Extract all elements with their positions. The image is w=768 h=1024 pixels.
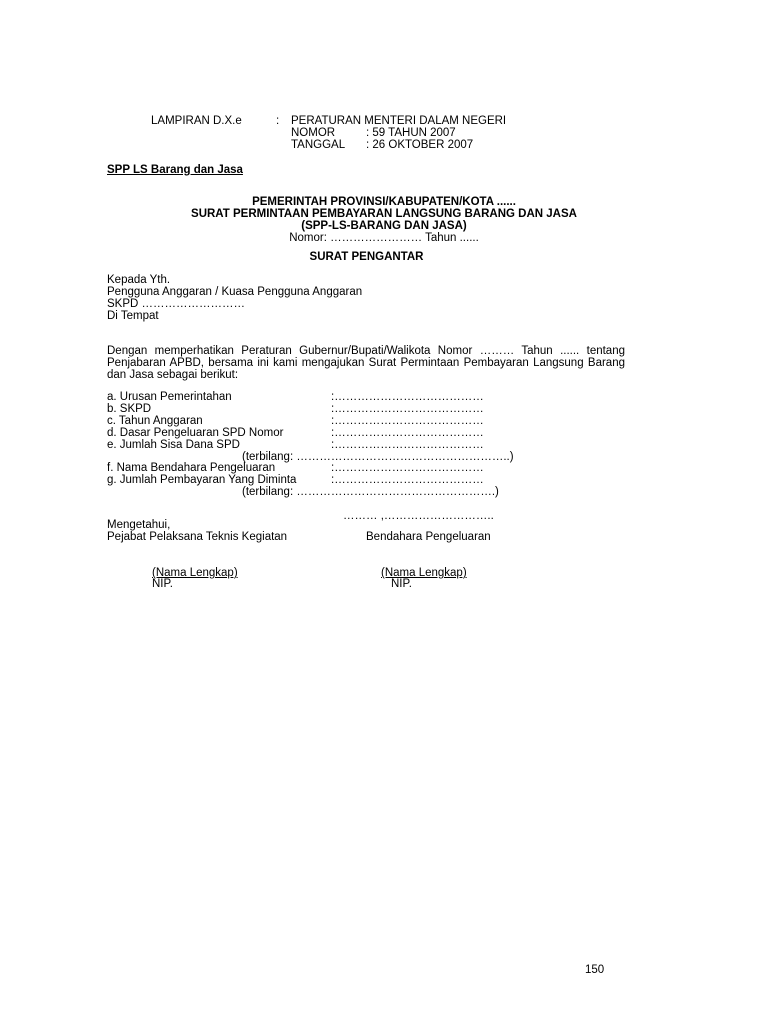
item-value: :………………………………… bbox=[331, 439, 484, 451]
terbilang-sisa-dana: (terbilang: ………………………………………………..) bbox=[242, 451, 514, 463]
doc-type-heading: SPP LS Barang dan Jasa bbox=[107, 164, 243, 176]
surat-pengantar-heading: SURAT PENGANTAR bbox=[309, 251, 424, 263]
regulation-name: PERATURAN MENTERI DALAM NEGERI bbox=[291, 115, 507, 127]
tanggal-label: TANGGAL bbox=[291, 139, 346, 151]
right-signatory-name: (Nama Lengkap) bbox=[381, 567, 467, 579]
nomor-value: : 59 TAHUN 2007 bbox=[366, 127, 456, 139]
recipient-line-4: Di Tempat bbox=[107, 310, 159, 322]
item-label: g. Jumlah Pembayaran Yang Diminta bbox=[107, 474, 297, 486]
page-number: 150 bbox=[585, 964, 605, 976]
item-value: :………………………………… bbox=[331, 391, 484, 403]
title-line-1: PEMERINTAH PROVINSI/KABUPATEN/KOTA ...... bbox=[252, 196, 516, 208]
right-signatory-title: Bendahara Pengeluaran bbox=[366, 531, 491, 543]
item-label: b. SKPD bbox=[107, 403, 152, 415]
intro-paragraph: Dengan memperhatikan Peraturan Gubernur/Bupati/Walikota Nomor ……… Tahun ...... tentang Penjabaran APBD, bersama ini kami mengajukan Surat Permintaan Pembayaran Langsung Barang dan Jasa sebagai berikut: bbox=[107, 345, 625, 381]
item-value: :………………………………… bbox=[331, 415, 484, 427]
item-value: :………………………………… bbox=[331, 462, 484, 474]
item-label: f. Nama Bendahara Pengeluaran bbox=[107, 462, 276, 474]
mengetahui-label: Mengetahui, bbox=[107, 519, 171, 531]
left-signatory-nip: NIP. bbox=[152, 578, 173, 590]
item-value: :………………………………… bbox=[331, 427, 484, 439]
title-block bbox=[0, 196, 768, 244]
title-line-2: SURAT PERMINTAAN PEMBAYARAN LANGSUNG BARANG DAN JASA bbox=[191, 208, 577, 220]
item-label: c. Tahun Anggaran bbox=[107, 415, 203, 427]
place-date: ……… ,……………………….. bbox=[343, 510, 494, 522]
recipient-line-2: Pengguna Anggaran / Kuasa Pengguna Anggaran bbox=[107, 286, 363, 298]
terbilang-pembayaran: (terbilang: …………………………………………….) bbox=[242, 486, 499, 498]
tanggal-value: : 26 OKTOBER 2007 bbox=[366, 139, 474, 151]
left-signatory-name: (Nama Lengkap) bbox=[152, 567, 238, 579]
item-value: :………………………………… bbox=[331, 403, 484, 415]
title-line-3: (SPP-LS-BARANG DAN JASA) bbox=[301, 220, 467, 232]
item-label: e. Jumlah Sisa Dana SPD bbox=[107, 439, 240, 451]
recipient-line-3: SKPD ……………………… bbox=[107, 298, 246, 310]
item-value: :………………………………… bbox=[331, 474, 484, 486]
recipient-line-1: Kepada Yth. bbox=[107, 274, 171, 286]
title-nomor: Nomor: …………………… Tahun ...... bbox=[289, 232, 479, 244]
item-label: d. Dasar Pengeluaran SPD Nomor bbox=[107, 427, 284, 439]
lampiran-label: LAMPIRAN D.X.e bbox=[151, 115, 242, 127]
right-signatory-nip: NIP. bbox=[391, 578, 412, 590]
left-signatory-title: Pejabat Pelaksana Teknis Kegiatan bbox=[107, 531, 288, 543]
header-colon: : bbox=[276, 115, 280, 127]
item-label: a. Urusan Pemerintahan bbox=[107, 391, 232, 403]
nomor-label: NOMOR bbox=[291, 127, 336, 139]
